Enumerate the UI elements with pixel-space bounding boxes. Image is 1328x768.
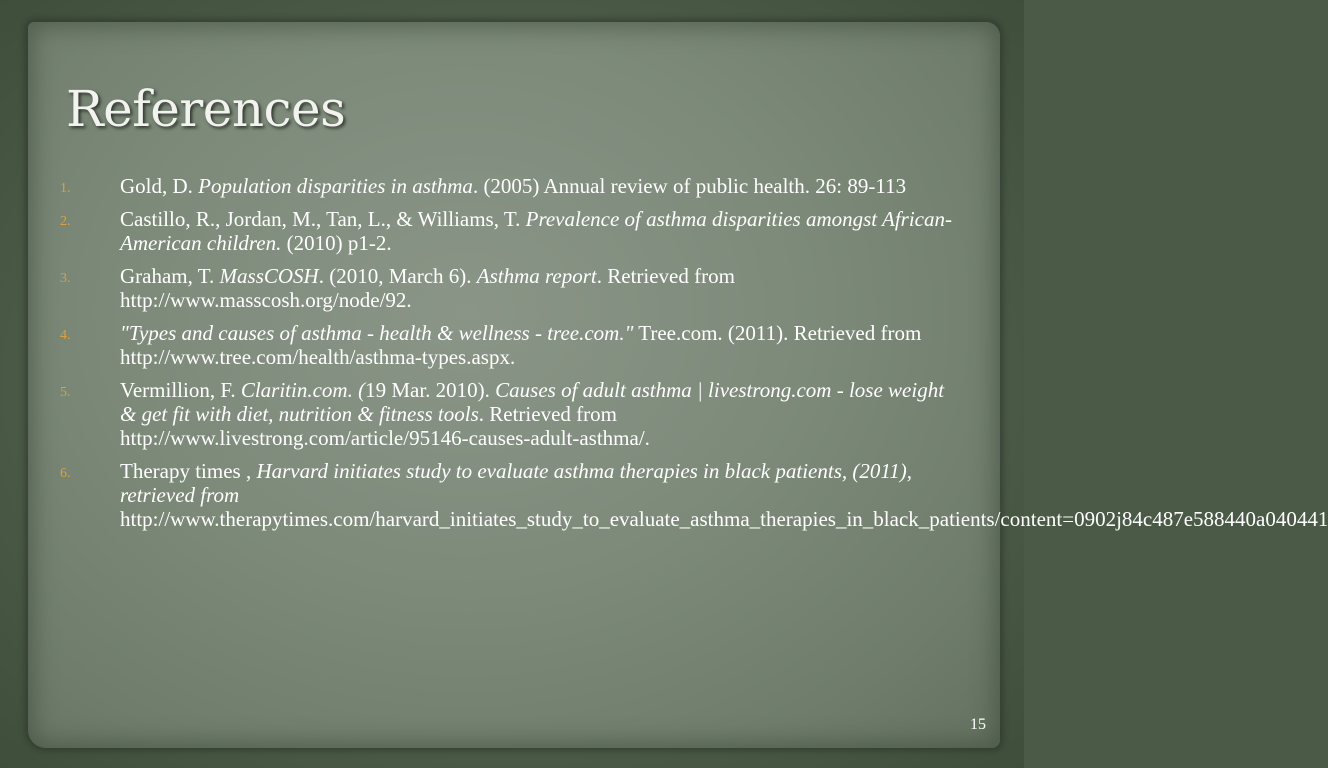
reference-text-italic: Asthma report (476, 264, 597, 288)
reference-number: 2. (60, 214, 71, 229)
reference-text (120, 378, 965, 450)
reference-text (120, 174, 965, 198)
reference-text (120, 207, 965, 255)
reference-text-plain: . (2010, March 6). (318, 264, 477, 288)
reference-text-plain: Therapy times , (120, 459, 257, 483)
reference-text-plain: Graham, T. (120, 264, 220, 288)
reference-list (60, 174, 1328, 540)
reference-text-plain: (2010) p1-2. (281, 231, 392, 255)
reference-text-italic: MassCOSH (219, 264, 319, 288)
reference-text-italic: Causes of adult asthma | livestrong.com - lose weight & get fit with diet, nutrition & fitness tools (120, 378, 945, 426)
reference-text (120, 264, 965, 312)
reference-text (120, 321, 965, 369)
reference-number: 4. (60, 328, 71, 343)
reference-text-italic: Prevalence of asthma disparities amongst African-American children. (120, 207, 952, 255)
reference-text-plain: Vermillion, F. (120, 378, 241, 402)
reference-text-plain: 19 Mar. 2010). (365, 378, 496, 402)
reference-text-plain: Gold, D. (120, 174, 199, 198)
reference-text-plain: . (2005) Annual review of public health. 26: 89-113 (472, 174, 907, 198)
slide-title: References (66, 80, 346, 138)
page-number: 15 (970, 716, 986, 733)
reference-text-italic: Claritin.com. ( (240, 378, 366, 402)
reference-text-italic: Harvard initiates study to evaluate asthma therapies in black patients, (2011), retrieved from (120, 459, 913, 507)
reference-item (60, 174, 965, 198)
reference-number: 1. (60, 181, 71, 196)
reference-text-plain: Tree.com. (2011). Retrieved from http://www.tree.com/health/asthma-types.aspx. (120, 321, 922, 369)
reference-item (60, 459, 1328, 531)
reference-item (60, 207, 965, 255)
reference-text-italic: Population disparities in asthma (198, 174, 473, 198)
reference-text-plain: . Retrieved from http://www.livestrong.com/article/95146-causes-adult-asthma/. (120, 402, 650, 450)
reference-item (60, 321, 965, 369)
reference-item (60, 264, 965, 312)
reference-number: 5. (60, 385, 71, 400)
reference-text-plain: Castillo, R., Jordan, M., Tan, L., & Williams, T. (120, 207, 526, 231)
reference-text-plain: http://www.therapytimes.com/harvard_initiates_study_to_evaluate_asthma_therapies_in_black_patients/content=0902j84c487e588440a040441 (120, 507, 1328, 531)
reference-item (60, 378, 965, 450)
reference-text-italic: "Types and causes of asthma - health & wellness - tree.com." (120, 321, 634, 345)
reference-number: 6. (60, 466, 71, 481)
reference-text (120, 459, 1328, 531)
reference-text-plain: . Retrieved from http://www.masscosh.org/node/92. (120, 264, 735, 312)
reference-number: 3. (60, 271, 71, 286)
